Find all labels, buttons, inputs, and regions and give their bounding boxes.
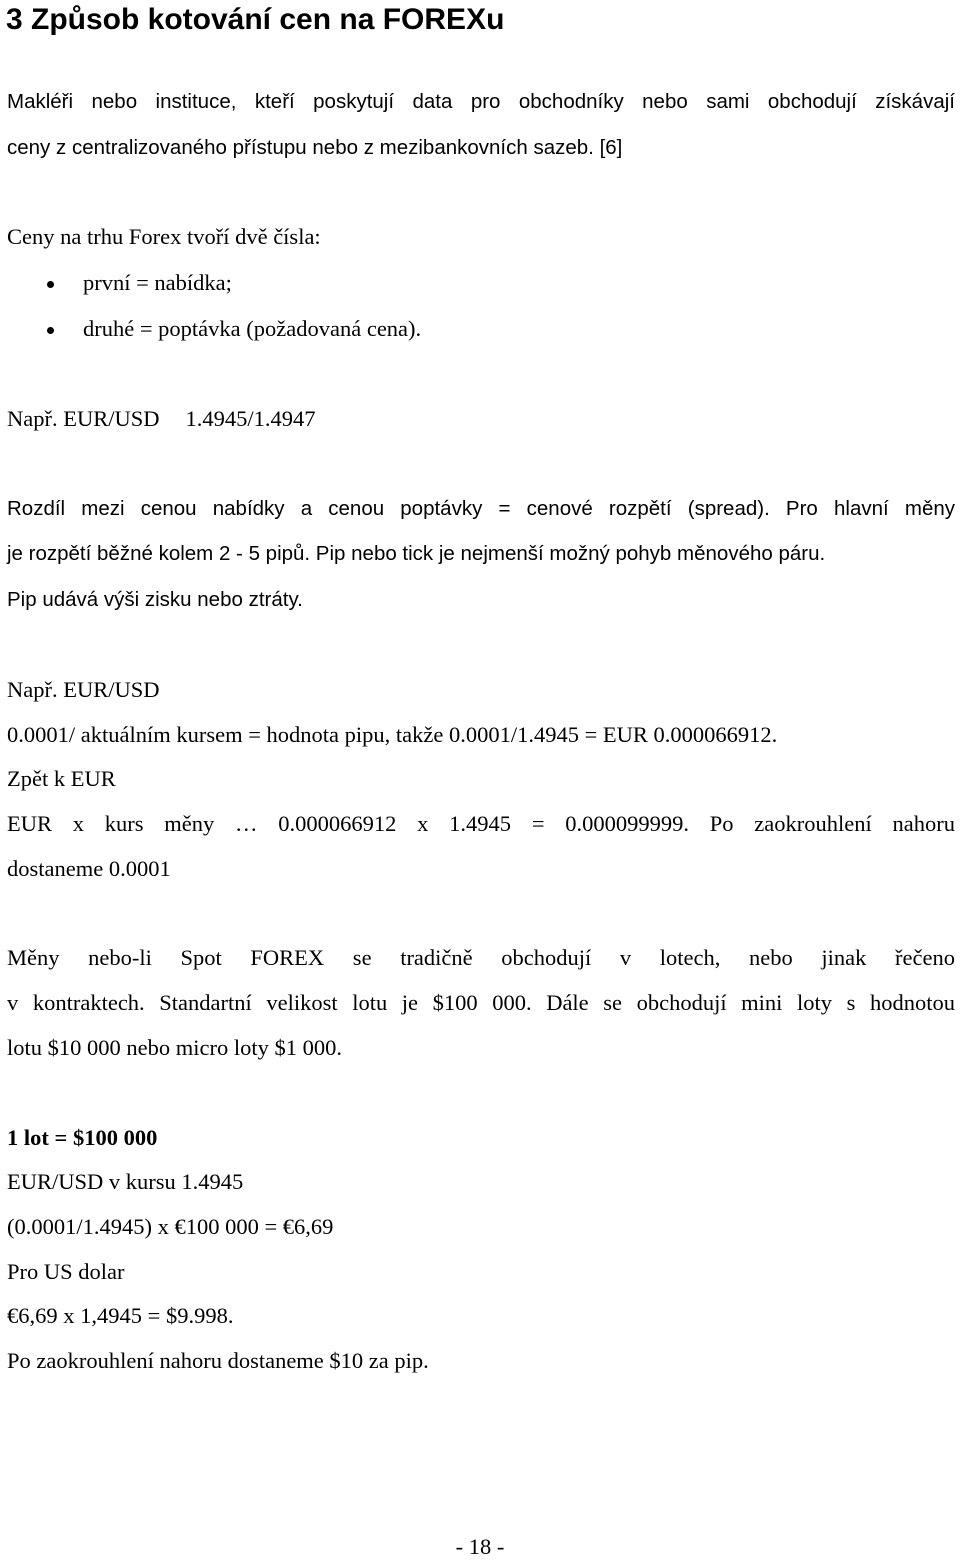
example-line: dostaneme 0.0001 [7, 856, 171, 881]
example-value: 1.4945/1.4947 [185, 406, 316, 431]
paragraph-line: Rozdíl mezi cenou nabídky a cenou poptávky = cenové rozpětí (spread). Pro hlavní měny [7, 497, 955, 520]
calc-line: Pro US dolar [7, 1259, 125, 1284]
bullet-icon [47, 281, 54, 288]
list-item: druhé = poptávka (požadovaná cena). [83, 316, 422, 341]
bullet-icon [47, 327, 54, 334]
list-item: první = nabídka; [83, 270, 232, 295]
calc-line: EUR/USD v kursu 1.4945 [7, 1169, 244, 1194]
list-intro: Ceny na trhu Forex tvoří dvě čísla: [7, 224, 321, 249]
example-line: 0.0001/ aktuálním kursem = hodnota pipu, takže 0.0001/1.4945 = EUR 0.000066912. [7, 722, 778, 747]
example-line: Zpět k EUR [7, 766, 116, 791]
example-line: EUR x kurs měny … 0.000066912 x 1.4945 = 0.000099999. Po zaokrouhlení nahoru [7, 811, 955, 836]
paragraph-line: je rozpětí běžné kolem 2 - 5 pipů. Pip nebo tick je nejmenší možný pohyb měnového páru. [7, 542, 826, 565]
example-line [7, 404, 316, 434]
example-pair: EUR/USD [63, 406, 160, 431]
paragraph-line: ceny z centralizovaného přístupu nebo z mezibankovních sazeb. [6] [7, 136, 623, 159]
paragraph-line: Makléři nebo instituce, kteří poskytují data pro obchodníky nebo sami obchodují získávají [7, 90, 955, 113]
example-label: Např. [7, 406, 58, 431]
paragraph-line: v kontraktech. Standartní velikost lotu je $100 000. Dále se obchodují mini loty s hodnotou [7, 990, 955, 1015]
paragraph-line: Měny nebo-li Spot FOREX se tradičně obchodují v lotech, nebo jinak řečeno [7, 945, 955, 970]
calc-line: Po zaokrouhlení nahoru dostaneme $10 za pip. [7, 1348, 429, 1373]
example-line: Např. EUR/USD [7, 677, 160, 702]
paragraph-line: Pip udává výši zisku nebo ztráty. [7, 588, 303, 611]
section-heading: 3 Způsob kotování cen na FOREXu [6, 3, 505, 36]
calc-line: (0.0001/1.4945) x €100 000 = €6,69 [7, 1214, 334, 1239]
paragraph-line: lotu $10 000 nebo micro loty $1 000. [7, 1035, 342, 1060]
page-number: - 18 - [455, 1534, 505, 1559]
calc-line: €6,69 x 1,4945 = $9.998. [7, 1303, 234, 1328]
calc-heading: 1 lot = $100 000 [7, 1125, 158, 1150]
